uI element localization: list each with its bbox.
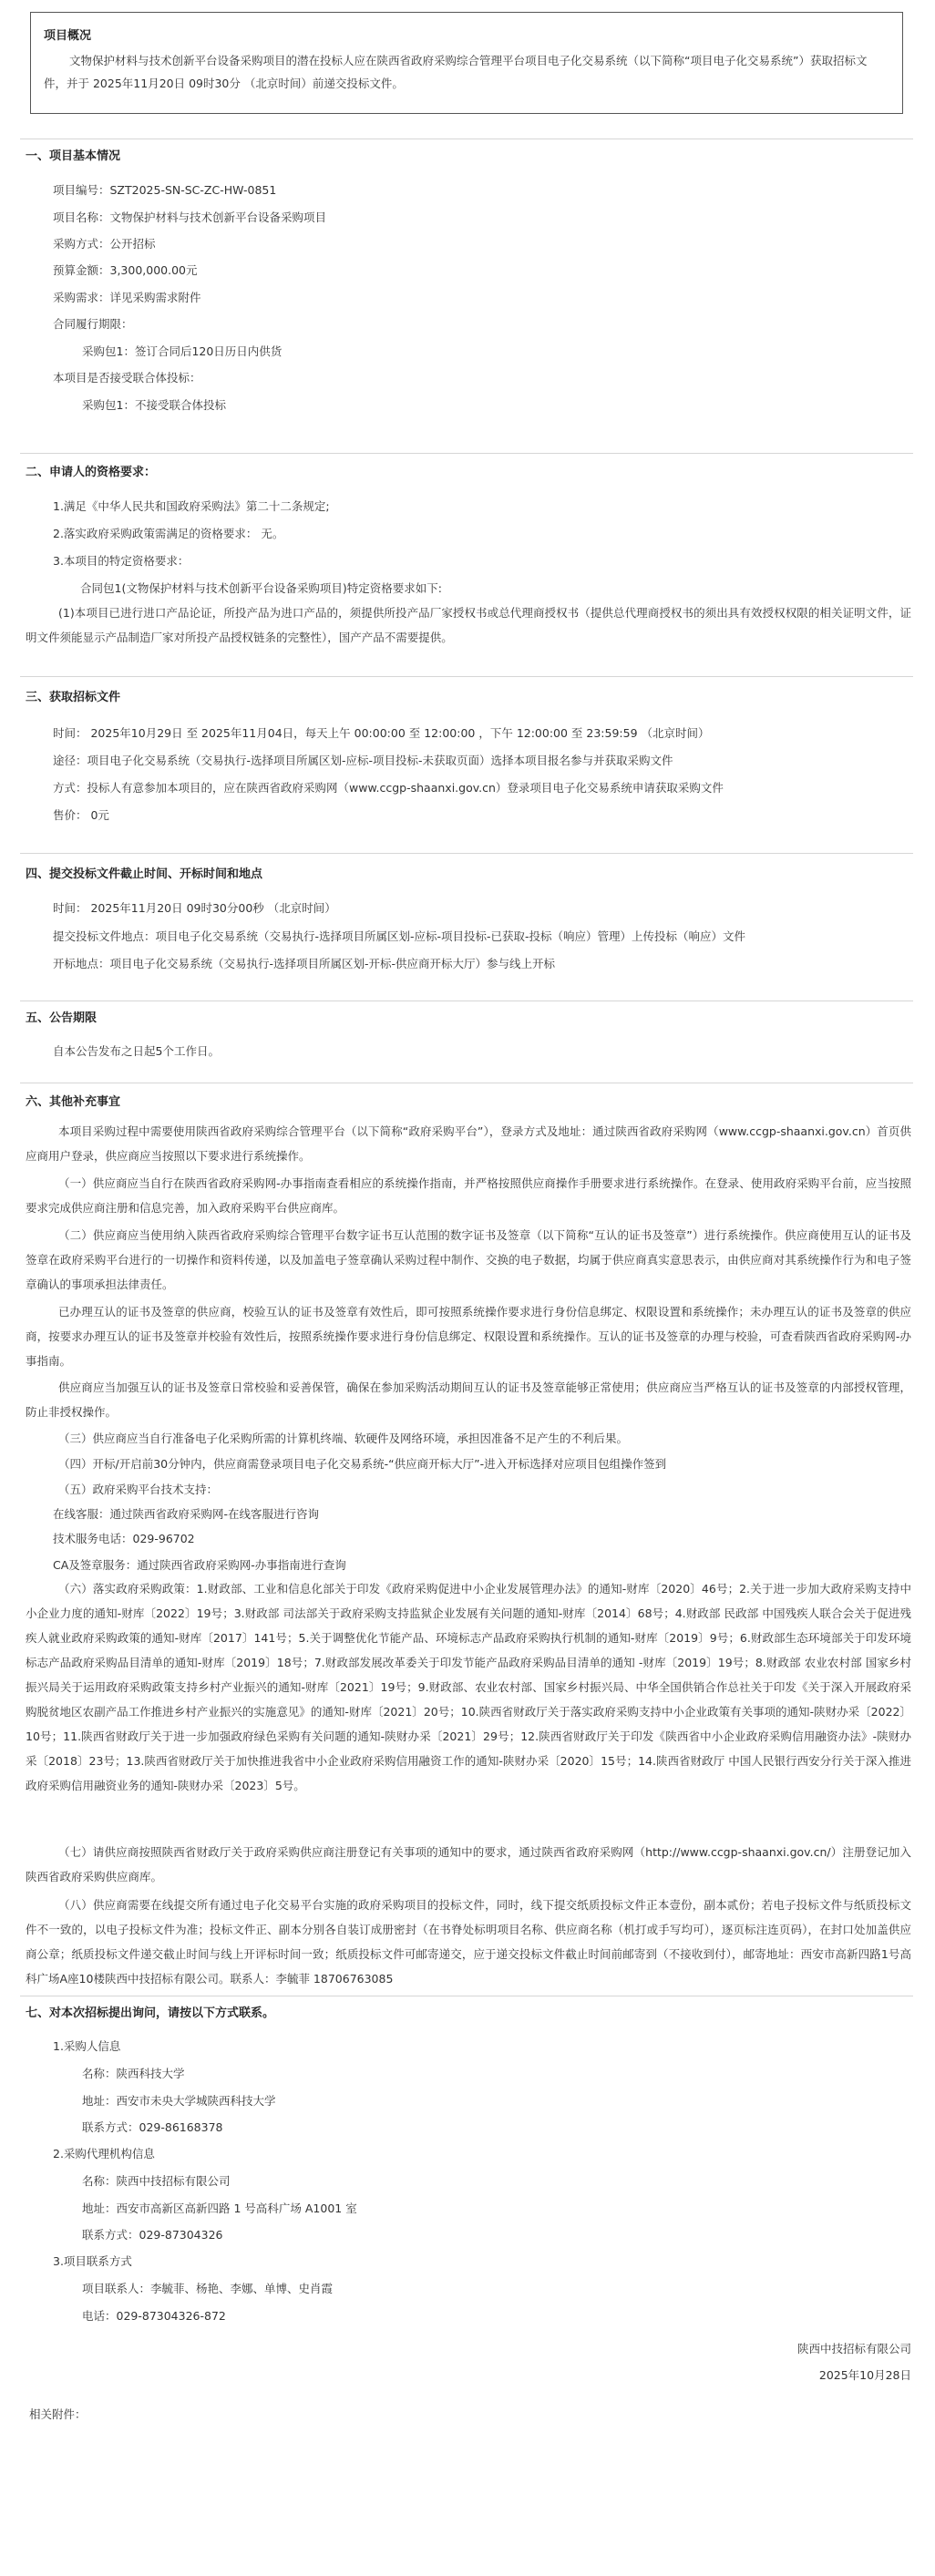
budget-amount: 预算金额：3,300,000.00元 (53, 263, 198, 277)
project-overview-box (30, 12, 903, 114)
other-matters-item-2: （二）供应商应当使用纳入陕西省政府采购综合管理平台数字证书互认范围的数字证书及签章（以下简称“互认的证书及签章”）进行系统操作。供应商使用互认的证书及签章在政府采购平台进行的一切操作和资料传递，以及加盖电子签章确认采购过程中制作、交换的电子数据，均属于供应商真实意思表示，由供应商对其系统操作行为和电子签章确认的事项承担法律责任。 (26, 1228, 911, 1291)
section-title-contact: 七、对本次招标提出询问，请按以下方式联系。 (26, 2006, 275, 2020)
divider (20, 853, 913, 854)
obtain-price: 售价： 0元 (53, 808, 109, 822)
agency-address: 地址：西安市高新区高新四路 1 号高科广场 A1001 室 (82, 2201, 357, 2215)
other-matters-item-1: （一）供应商应当自行在陕西省政府采购网-办事指南查看相应的系统操作指南，并严格按照供应商操作手册要求进行系统操作。在登录、使用政府采购平台前，应当按照要求完成供应商注册和信息完善，加入政府采购平台供应商库。 (26, 1176, 911, 1215)
section-title-deadline: 四、提交投标文件截止时间、开标时间和地点 (26, 867, 263, 881)
overview-title: 项目概况 (44, 29, 92, 43)
procurement-method: 采购方式：公开招标 (53, 237, 156, 251)
procurement-requirement: 采购需求：详见采购需求附件 (53, 291, 201, 304)
project-number: 项目编号：SZT2025-SN-SC-ZC-HW-0851 (53, 183, 277, 197)
divider (20, 453, 913, 454)
project-contact-phone: 电话：029-87304326-872 (82, 2309, 226, 2323)
other-matters-item-8: （八）供应商需要在线提交所有通过电子化交易平台实施的政府采购项目的投标文件，同时，线下提交纸质投标文件正本壹份，副本贰份；若电子投标文件与纸质投标文件不一致的，以电子投标文件为准；投标文件正、副本分别各自装订成册密封（在书脊处标明项目名称、供应商名称（机打或手写均可），逐页标注连页码），在封口处加盖供应商公章；纸质投标文件递交截止时间与线上开评标时间一致；纸质投标文件可邮寄递交，应于递交投标文件截止时间前邮寄到（不接收到付），邮寄地址：西安市高新四路1号高科广场A座10楼陕西中技招标有限公司。联系人：李毓菲 18706763085 (26, 1898, 911, 1986)
section-title-other-matters: 六、其他补充事宜 (26, 1095, 121, 1109)
divider (20, 676, 913, 677)
signature-date: 2025年10月28日 (818, 2368, 911, 2382)
attachments-label: 相关附件： (29, 2407, 87, 2421)
support-ca-service: CA及签章服务：通过陕西省政府采购网-办事指南进行查询 (53, 1558, 346, 1572)
section-title-basic-info: 一、项目基本情况 (26, 149, 121, 163)
project-name: 项目名称：文物保护材料与技术创新平台设备采购项目 (53, 210, 327, 224)
other-matters-policies: （六）落实政府采购政策：1.财政部、工业和信息化部关于印发《政府采购促进中小企业发展管理办法》的通知-财库〔2020〕46号；2.关于进一步加大政府采购支持中小企业力度的通知-财库〔2022〕19号；3.财政部 司法部关于政府采购支持监狱企业发展有关问题的通知-财库〔2014〕68号；4.财政部 民政部 中国残疾人联合会关于促进残疾人就业政府采购政策的通知-财库〔2017〕141号；5.关于调整优化节能产品、环境标志产品政府采购执行机制的通知-财库〔2019〕9号；6.财政部生态环境部关于印发环境标志产品政府采购品目清单的通知-财库〔2019〕18号；7.财政部发展改革委关于印发节能产品政府采购品目清单的通知 -财库〔2019〕19号；8.财政部 农业农村部 国家乡村振兴局关于运用政府采购政策支持乡村产业振兴的通知-财库〔2021〕19号；9.财政部、农业农村部、国家乡村振兴局、中华全国供销合作总社关于印发《关于深入开展政府采购脱贫地区农副产品工作推进乡村产业振兴的实施意见》的通知-财库〔2021〕20号；10.陕西省财政厅关于落实政府采购支持中小企业政策有关事项的通知-陕财办采〔2022〕10号；11.陕西省财政厅关于进一步加强政府绿色采购有关问题的通知-陕财办采〔2021〕29号；12.陕西省财政厅关于印发《陕西省中小企业政府采购信用融资办法》-陕财办采〔2018〕23号；13.陕西省财政厅关于加快推进我省中小企业政府采购信用融资工作的通知-陕财办采〔2020〕15号；14.陕西省财政厅 中国人民银行西安分行关于深入推进政府采购信用融资业务的通知-陕财办采〔2023〕5号。 (26, 1582, 911, 1792)
contract-period-package: 采购包1：签订合同后120日历日内供货 (82, 344, 283, 358)
agency-heading: 2.采购代理机构信息 (53, 2147, 155, 2160)
project-contact-heading: 3.项目联系方式 (53, 2254, 132, 2268)
obtain-method: 方式：投标人有意参加本项目的，应在陕西省政府采购网（www.ccgp-shaanxi.gov.cn）登录项目电子化交易系统申请获取采购文件 (53, 781, 724, 795)
purchaser-name: 名称：陕西科技大学 (82, 2067, 185, 2080)
other-matters-item-4: （四）开标/开启前30分钟内，供应商需登录项目电子化交易系统-“供应商开标大厅”-进入开标选择对应项目包组操作签到 (58, 1457, 667, 1471)
purchaser-heading: 1.采购人信息 (53, 2039, 121, 2053)
other-matters-item-5: （五）政府采购平台技术支持： (58, 1483, 219, 1496)
purchaser-address: 地址：西安市未央大学城陕西科技大学 (82, 2094, 276, 2108)
section-title-notice-period: 五、公告期限 (26, 1011, 98, 1025)
notice-period-text: 自本公告发布之日起5个工作日。 (53, 1044, 220, 1058)
consortium-label: 本项目是否接受联合体投标： (53, 371, 201, 385)
deadline-time: 时间： 2025年11月20日 09时30分00秒 （北京时间） (53, 901, 336, 915)
opening-location: 开标地点：项目电子化交易系统（交易执行-选择项目所属区划-开标-供应商开标大厅）参与线上开标 (53, 957, 556, 970)
support-online-service: 在线客服：通过陕西省政府采购网-在线客服进行咨询 (53, 1507, 320, 1521)
contract-period-label: 合同履行期限： (53, 317, 133, 331)
other-matters-item-7: （七）请供应商按照陕西省财政厅关于政府采购供应商注册登记有关事项的通知中的要求，通过陕西省政府采购网（http://www.ccgp-shaanxi.gov.cn/）注册登记加入陕西省政府采购供应商库。 (26, 1845, 911, 1883)
purchaser-phone: 联系方式：029-86168378 (82, 2120, 223, 2134)
qualification-item-2: 2.落实政府采购政策需满足的资格要求： 无。 (53, 527, 284, 540)
submission-location: 提交投标文件地点：项目电子化交易系统（交易执行-选择项目所属区划-应标-项目投标-已获取-投标（响应）管理）上传投标（响应）文件 (53, 929, 746, 943)
qualification-detail: (1)本项目已进行进口产品论证，所投产品为进口产品的，须提供所投产品厂家授权书或总代理商授权书（提供总代理商授权书的须出具有效授权权限的相关证明文件，证明文件须能显示产品制造厂家对所投产品授权链条的完整性），国产产品不需要提供。 (26, 606, 911, 644)
obtain-time: 时间： 2025年10月29日 至 2025年11月04日，每天上午 00:00:00 至 12:00:00 ，下午 12:00:00 至 23:59:59 （北京时间） (53, 726, 710, 740)
qualification-item-3: 3.本项目的特定资格要求： (53, 554, 190, 568)
other-matters-item-3: （三）供应商应当自行准备电子化采购所需的计算机终端、软硬件及网络环境，承担因准备不足产生的不利后果。 (58, 1432, 629, 1445)
agency-phone: 联系方式：029-87304326 (82, 2228, 223, 2242)
signature-organization: 陕西中技招标有限公司 (796, 2342, 911, 2355)
other-matters-ca-binding: 已办理互认的证书及签章的供应商，校验互认的证书及签章有效性后，即可按照系统操作要求进行身份信息绑定、权限设置和系统操作；未办理互认的证书及签章的供应商，按要求办理互认的证书及签章并校验有效性后，按照系统操作要求进行身份信息绑定、权限设置和系统操作。互认的证书及签章的办理与校验，可查看陕西省政府采购网-办事指南。 (26, 1305, 911, 1368)
agency-name: 名称：陕西中技招标有限公司 (82, 2174, 231, 2188)
section-title-obtain-documents: 三、获取招标文件 (26, 691, 121, 704)
other-matters-ca-keeping: 供应商应当加强互认的证书及签章日常校验和妥善保管，确保在参加采购活动期间互认的证书及签章能够正常使用；供应商应当严格互认的证书及签章的内部授权管理，防止非授权操作。 (26, 1380, 911, 1419)
support-phone: 技术服务电话：029-96702 (53, 1532, 195, 1545)
qualification-package-heading: 合同包1(文物保护材料与技术创新平台设备采购项目)特定资格要求如下: (80, 581, 442, 595)
section-title-qualification: 二、申请人的资格要求： (26, 466, 157, 479)
project-contact-persons: 项目联系人：李毓菲、杨艳、李娜、单博、史肖霞 (82, 2282, 334, 2295)
obtain-channel: 途径：项目电子化交易系统（交易执行-选择项目所属区划-应标-项目投标-未获取页面）选择本项目报名参与并获取采购文件 (53, 754, 673, 767)
overview-text: 文物保护材料与技术创新平台设备采购项目的潜在投标人应在陕西省政府采购综合管理平台项目电子化交易系统（以下简称“项目电子化交易系统”）获取招标文件，并于 2025年11月20日 09时30分 （北京时间）前递交投标文件。 (44, 54, 868, 90)
consortium-package: 采购包1：不接受联合体投标 (82, 398, 226, 412)
other-matters-intro: 本项目采购过程中需要使用陕西省政府采购综合管理平台（以下简称“政府采购平台”），登录方式及地址：通过陕西省政府采购网（www.ccgp-shaanxi.gov.cn）首页供应商用户登录，供应商应当按照以下要求进行系统操作。 (26, 1124, 911, 1163)
qualification-item-1: 1.满足《中华人民共和国政府采购法》第二十二条规定; (53, 499, 330, 513)
